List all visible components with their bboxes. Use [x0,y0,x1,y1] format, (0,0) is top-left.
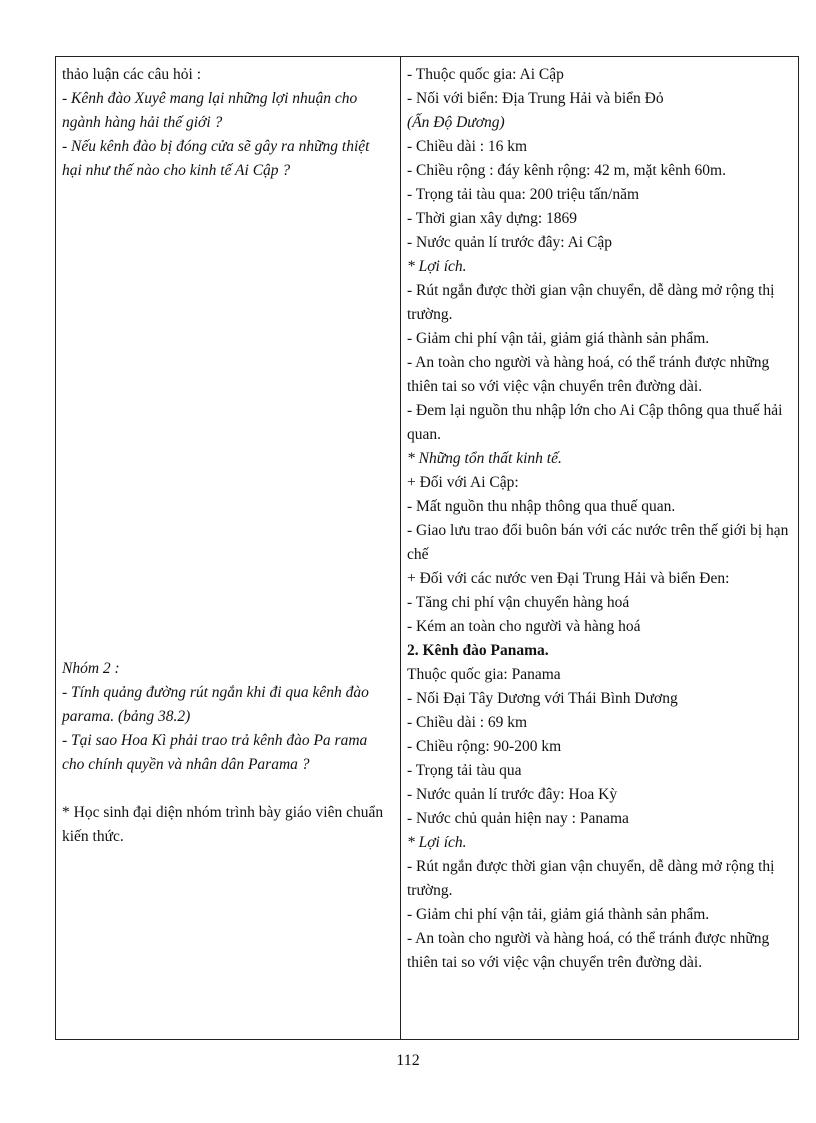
benefit-item: - Đem lại nguồn thu nhập lớn cho Ai Cập thông qua thuế hải quan. [407,402,783,443]
panama-fact: - Nối Đại Tây Dương với Thái Bình Dương [407,690,678,707]
benefit-item: - Rút ngắn được thời gian vận chuyển, dễ dàng mở rộng thị trường. [407,282,775,323]
panama-fact: - Nước quản lí trước đây: Hoa Kỳ [407,786,618,803]
suez-fact: - Nước quản lí trước đây: Ai Cập [407,234,612,251]
suez-fact: (Ấn Độ Dương) [407,114,505,131]
panama-heading: 2. Kênh đào Panama. [407,642,549,659]
page-number: 112 [396,1052,420,1069]
benefit-item: - Giảm chi phí vận tải, giảm giá thành sản phẩm. [407,330,710,347]
panama-fact: - Chiều dài : 69 km [407,714,528,731]
intro-text: thảo luận các câu hỏi : [62,66,202,83]
group2-block [62,657,392,849]
suez-fact: - Chiều rộng : đáy kênh rộng: 42 m, mặt kênh 60m. [407,162,726,179]
benefit-item: - An toàn cho người và hàng hoá, có thể tránh được những thiên tai so với việc vận chuyển trên đường dài. [407,354,770,395]
group2-title: Nhóm 2 : [62,660,120,677]
suez-fact: - Nối với biển: Địa Trung Hải và biển Đỏ [407,90,664,107]
benefits-heading: * Lợi ích. [407,834,467,851]
closing-note: * Học sinh đại diện nhóm trình bày giáo viên chuẩn kiến thức. [62,804,384,845]
group2-question: - Tại sao Hoa Kì phải trao trả kênh đào Pa rama cho chính quyền và nhân dân Parama ? [62,732,368,773]
others-heading: + Đối với các nước ven Đại Trung Hải và biển Đen: [407,570,730,587]
lesson-table [55,56,799,1040]
group1-question: - Nếu kênh đào bị đóng cửa sẽ gây ra những thiệt hại như thế nào cho kinh tế Ai Cập ? [62,138,370,179]
panama-fact: - Trọng tải tàu qua [407,762,522,779]
benefits-heading: * Lợi ích. [407,258,467,275]
loss-item: - Tăng chi phí vận chuyển hàng hoá [407,594,630,611]
panama-fact: - Chiều rộng: 90-200 km [407,738,562,755]
benefit-item: - Giảm chi phí vận tải, giảm giá thành sản phẩm. [407,906,710,923]
loss-item: - Mất nguồn thu nhập thông qua thuế quan. [407,498,676,515]
activity-column [56,57,401,1039]
suez-fact: - Thời gian xây dựng: 1869 [407,210,578,227]
panama-fact: - Nước chủ quản hiện nay : Panama [407,810,629,827]
group2-question: - Tính quảng đường rút ngắn khi đi qua kênh đào parama. (bảng 38.2) [62,684,369,725]
suez-fact: - Chiều dài : 16 km [407,138,528,155]
benefit-item: - An toàn cho người và hàng hoá, có thể tránh được những thiên tai so với việc vận chuyển trên đường dài. [407,930,770,971]
suez-fact: - Thuộc quốc gia: Ai Cập [407,66,564,83]
content-column [401,57,798,1039]
benefit-item: - Rút ngắn được thời gian vận chuyển, dễ dàng mở rộng thị trường. [407,858,775,899]
loss-item: - Giao lưu trao đổi buôn bán với các nước trên thế giới bị hạn chế [407,522,789,563]
group1-question: - Kênh đào Xuyê mang lại những lợi nhuận cho ngành hàng hải thế giới ? [62,90,358,131]
losses-heading: * Những tổn thất kinh tế. [407,450,562,467]
loss-item: - Kém an toàn cho người và hàng hoá [407,618,641,635]
panama-fact: Thuộc quốc gia: Panama [407,666,561,683]
egypt-heading: + Đối với Ai Cập: [407,474,519,491]
suez-fact: - Trọng tải tàu qua: 200 triệu tấn/năm [407,186,640,203]
